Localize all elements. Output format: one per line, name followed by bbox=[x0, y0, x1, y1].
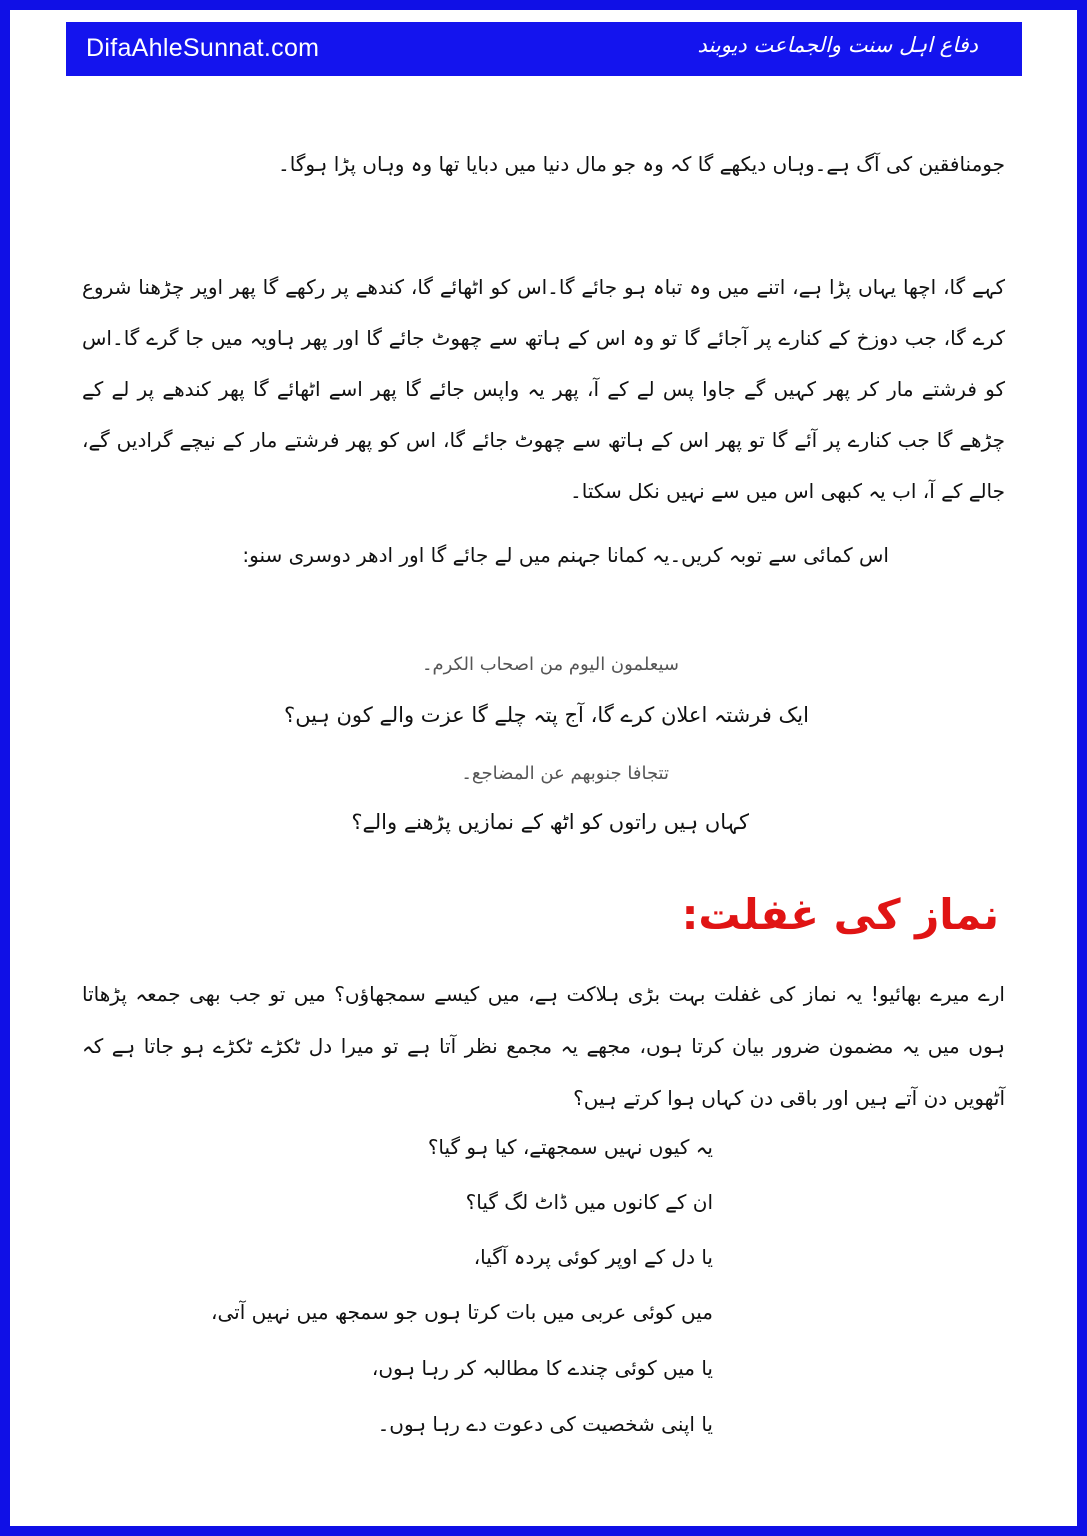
list-item: یا اپنی شخصیت کی دعوت دے رہا ہوں۔ bbox=[377, 1412, 713, 1436]
list-item: ان کے کانوں میں ڈاٹ لگ گیا؟ bbox=[465, 1190, 713, 1214]
list-item: میں کوئی عربی میں بات کرتا ہوں جو سمجھ میں نہیں آتی، bbox=[211, 1300, 713, 1324]
urdu-translation-2: کہاں ہیں راتوں کو اٹھ کے نمازیں پڑھنے والے؟ bbox=[351, 810, 749, 834]
text-line-1: جومنافقین کی آگ ہے۔وہاں دیکھے گا کہ وہ جو مال دنیا میں دبایا تھا وہ وہاں پڑا ہوگا۔ bbox=[278, 152, 1005, 176]
list-item: یا میں کوئی چندے کا مطالبہ کر رہا ہوں، bbox=[371, 1356, 713, 1380]
urdu-translation-1: ایک فرشتہ اعلان کرے گا، آج پتہ چلے گا عزت والے کون ہیں؟ bbox=[284, 703, 809, 727]
site-name[interactable]: DifaAhleSunnat.com bbox=[86, 34, 320, 62]
list-item: یہ کیوں نہیں سمجھتے، کیا ہو گیا؟ bbox=[427, 1135, 713, 1159]
header-title-urdu: دفاع اہل سنت والجماعت دیوبند bbox=[697, 33, 978, 57]
paragraph-1: کہے گا، اچھا یہاں پڑا ہے، اتنے میں وہ تباہ ہو جائے گا۔اس کو اٹھائے گا، کندھے پر رکھے گا پھر اوپر چڑھنا شروع کرے گا، جب دوزخ کے کنارے پر آجائے گا تو وہ اس کے ہاتھ سے چھوٹ جائے گا اور پھر ہاویہ میں جا گرے گا۔اس کو فرشتے مار کر پھر کہیں گے جاوا پس لے کے آ، پھر یہ واپس جائے گا پھر اسے اٹھائے گا پھر کندھے پر لے کے چڑھے گا جب کنارے پر آئے گا تو پھر اس کے ہاتھ سے چھوٹ جائے گا، اس کو پھر فرشتے مار کے نیچے گرادیں گے، جالے کے آ، اب یہ کبھی اس میں سے نہیں نکل سکتا۔ bbox=[82, 275, 1005, 503]
arabic-quote-2: تتجافا جنوبھم عن المضاجع۔ bbox=[461, 763, 669, 784]
section-heading: نماز کی غفلت: bbox=[681, 890, 999, 939]
arabic-quote-1: سیعلمون الیوم من اصحاب الکرم۔ bbox=[421, 654, 679, 675]
page bbox=[10, 10, 1077, 1526]
paragraph-2: ارے میرے بھائیو! یہ نماز کی غفلت بہت بڑی ہلاکت ہے، میں کیسے سمجھاؤں؟ میں تو جب بھی جمعہ پڑھاتا ہوں میں یہ مضمون ضرور بیان کرتا ہوں، مجھے یہ مجمع نظر آتا ہے تو میرا دل ٹکڑے ٹکڑے ہو جاتا ہے کہ آٹھویں دن آتے ہیں اور باقی دن کہاں ہوا کرتے ہیں؟ bbox=[82, 982, 1005, 1110]
list-item: یا دل کے اوپر کوئی پردہ آگیا، bbox=[473, 1245, 713, 1269]
header-banner bbox=[66, 22, 1022, 76]
text-line-2: اس کمائی سے توبہ کریں۔یہ کمانا جہنم میں لے جائے گا اور ادھر دوسری سنو: bbox=[242, 543, 889, 567]
